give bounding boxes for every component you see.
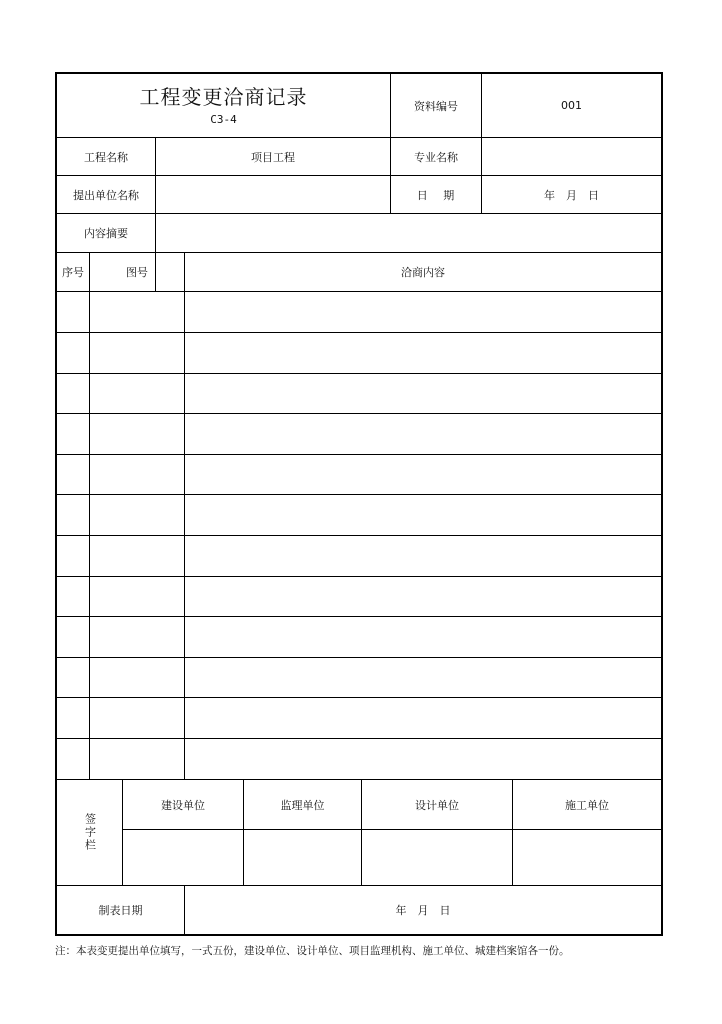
row-seq[interactable] — [57, 292, 89, 332]
row-content[interactable] — [185, 414, 661, 454]
row-drawing[interactable] — [90, 374, 184, 413]
row-drawing[interactable] — [90, 455, 184, 494]
row-seq[interactable] — [57, 455, 89, 494]
row-content[interactable] — [185, 577, 661, 616]
sign-unit-supervisor: 监理单位 — [280, 798, 325, 812]
sign-unit-owner: 建设单位 — [161, 798, 205, 812]
sign-box-contractor[interactable] — [513, 830, 661, 885]
sign-unit-designer: 设计单位 — [415, 798, 459, 812]
row-drawing[interactable] — [90, 292, 184, 332]
sign-box-designer[interactable] — [362, 830, 512, 885]
specialty-label: 专业名称 — [414, 150, 458, 164]
sign-box-owner[interactable] — [123, 830, 243, 885]
row-seq[interactable] — [57, 617, 89, 657]
row-seq[interactable] — [57, 698, 89, 738]
row-drawing[interactable] — [90, 495, 184, 535]
col-header-content: 洽商内容 — [401, 266, 445, 279]
signature-label: 签字栏 — [83, 813, 97, 852]
row-drawing[interactable] — [90, 617, 184, 657]
col-header-drawing: 图号 — [126, 266, 148, 279]
row-content[interactable] — [185, 292, 661, 332]
row-content[interactable] — [185, 455, 661, 494]
form-title: 工程变更洽商记录 — [139, 85, 308, 109]
col-header-seq: 序号 — [62, 266, 84, 279]
summary-value[interactable] — [156, 214, 661, 252]
sign-box-supervisor[interactable] — [244, 830, 361, 885]
row-seq[interactable] — [57, 414, 89, 454]
row-drawing[interactable] — [90, 698, 184, 738]
project-name-value[interactable]: 项目工程 — [251, 150, 295, 164]
date-label: 日 期 — [416, 188, 456, 202]
row-content[interactable] — [185, 333, 661, 373]
row-content[interactable] — [185, 698, 661, 738]
row-seq[interactable] — [57, 536, 89, 576]
form-code: C3-4 — [210, 112, 237, 126]
sign-unit-contractor: 施工单位 — [565, 798, 609, 812]
doc-no-value[interactable]: 001 — [561, 99, 582, 112]
row-content[interactable] — [185, 617, 661, 657]
project-name-label: 工程名称 — [84, 150, 128, 164]
form-note: 注：本表变更提出单位填写，一式五份，建设单位、设计单位、项目监理机构、施工单位、城建档案馆各一份。 — [55, 945, 570, 957]
border-bottom — [55, 934, 663, 936]
proposer-value[interactable] — [156, 176, 390, 213]
row-seq[interactable] — [57, 374, 89, 413]
row-seq[interactable] — [57, 658, 89, 697]
row-drawing[interactable] — [90, 739, 184, 779]
specialty-value[interactable] — [482, 138, 661, 175]
summary-label: 内容摘要 — [84, 227, 128, 240]
row-content[interactable] — [185, 536, 661, 576]
doc-no-label: 资料编号 — [414, 99, 458, 113]
row-content[interactable] — [185, 739, 661, 779]
row-content[interactable] — [185, 374, 661, 413]
proposer-label: 提出单位名称 — [73, 188, 139, 202]
row-seq[interactable] — [57, 495, 89, 535]
row-drawing[interactable] — [90, 536, 184, 576]
made-date-value[interactable]: 年 月 日 — [395, 904, 451, 917]
row-drawing[interactable] — [90, 658, 184, 697]
change-negotiation-form — [55, 72, 663, 936]
row-content[interactable] — [185, 495, 661, 535]
row-drawing[interactable] — [90, 333, 184, 373]
row-seq[interactable] — [57, 333, 89, 373]
date-value[interactable]: 年 月 日 — [544, 188, 599, 202]
row-seq[interactable] — [57, 739, 89, 779]
border-right — [661, 72, 663, 936]
row-drawing[interactable] — [90, 577, 184, 616]
row-content[interactable] — [185, 658, 661, 697]
row-drawing[interactable] — [90, 414, 184, 454]
made-date-label: 制表日期 — [98, 904, 143, 917]
row-seq[interactable] — [57, 577, 89, 616]
